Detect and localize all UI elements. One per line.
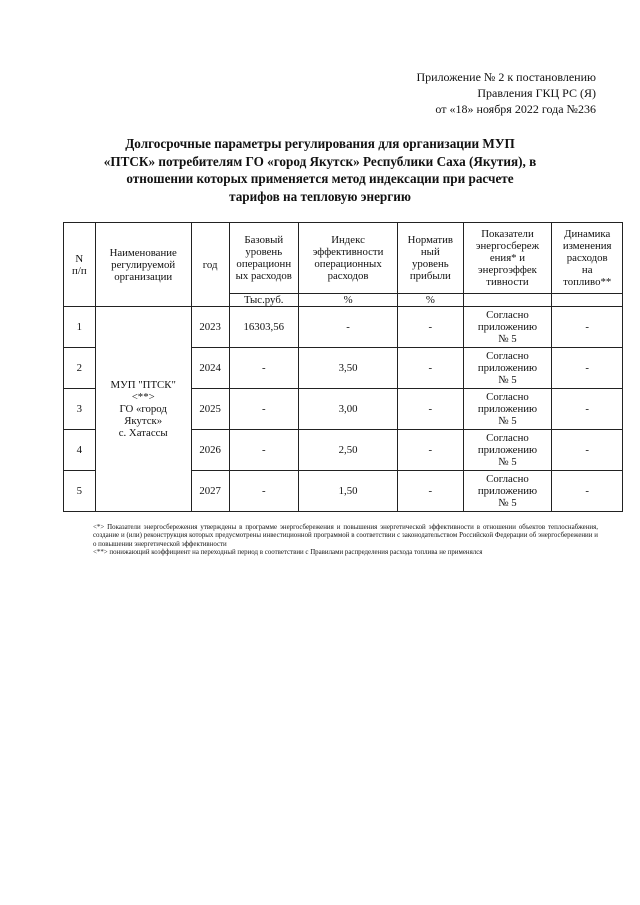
row-profit-level: - (398, 471, 463, 512)
row-base-level: - (229, 430, 298, 471)
row-number: 2 (64, 348, 96, 389)
title-line-3: отношении которых применяется метод индексации при расчете (126, 171, 514, 186)
footnotes (93, 524, 598, 557)
row-efficiency-index: 1,50 (299, 471, 398, 512)
row-number: 5 (64, 471, 96, 512)
header-profit-level: Норматив ный уровень прибыли (398, 223, 463, 294)
header-year: год (191, 223, 229, 307)
row-efficiency-index: 2,50 (299, 430, 398, 471)
row-base-level: - (229, 348, 298, 389)
row-base-level: - (229, 389, 298, 430)
header-organization: Наименование регулируемой организации (95, 223, 191, 307)
unit-fuel-dynamics (552, 294, 623, 307)
row-fuel-dynamics: - (552, 430, 623, 471)
row-year: 2024 (191, 348, 229, 389)
row-year: 2027 (191, 471, 229, 512)
appendix-line-2: Правления ГКЦ РС (Я) (477, 86, 596, 100)
row-energy-saving: Согласно приложению № 5 (463, 389, 552, 430)
row-fuel-dynamics: - (552, 348, 623, 389)
row-energy-saving: Согласно приложению № 5 (463, 348, 552, 389)
row-base-level: 16303,56 (229, 307, 298, 348)
appendix-line-1: Приложение № 2 к постановлению (416, 70, 596, 84)
footnote-1: <*> Показатели энергосбережения утверждены в программе энергосбережения и повышения энергетической эффективности в отношении объектов теплоснабжения, создание и (или) реконструкция которых предусмотрены инвестиционной программой в соответствии с законодательством Российской Федерации об энергосбережении и о повышении энергетической эффективности (93, 524, 598, 548)
table-header-row (64, 223, 623, 294)
parameters-table (63, 222, 623, 512)
unit-energy-saving (463, 294, 552, 307)
row-profit-level: - (398, 348, 463, 389)
unit-efficiency-index: % (299, 294, 398, 307)
appendix-line-3: от «18» ноября 2022 года №236 (435, 102, 596, 116)
row-energy-saving: Согласно приложению № 5 (463, 471, 552, 512)
row-profit-level: - (398, 307, 463, 348)
header-base-level: Базовый уровень операционн ых расходов (229, 223, 298, 294)
row-fuel-dynamics: - (552, 307, 623, 348)
row-energy-saving: Согласно приложению № 5 (463, 430, 552, 471)
title-line-2: «ПТСК» потребителям ГО «город Якутск» Республики Саха (Якутия), в (103, 153, 537, 169)
row-fuel-dynamics: - (552, 471, 623, 512)
row-year: 2023 (191, 307, 229, 348)
footnote-2: <**> понижающий коэффициент на переходный период в соответствии с Правилами распределения расхода топлива не применялся (93, 548, 483, 556)
organization-name: МУП "ПТСК" <**> ГО «город Якутск» с. Хатассы (95, 307, 191, 512)
row-number: 1 (64, 307, 96, 348)
title-line-4: тарифов на тепловую энергию (229, 188, 411, 204)
header-efficiency-index: Индекс эффективности операционных расходов (299, 223, 398, 294)
row-number: 3 (64, 389, 96, 430)
header-num: N п/п (64, 223, 96, 307)
row-profit-level: - (398, 389, 463, 430)
title-line-1: Долгосрочные параметры регулирования для организации МУП (125, 136, 515, 151)
row-year: 2025 (191, 389, 229, 430)
row-profit-level: - (398, 430, 463, 471)
row-efficiency-index: 3,50 (299, 348, 398, 389)
row-year: 2026 (191, 430, 229, 471)
unit-base-level: Тыс.руб. (229, 294, 298, 307)
table-row (64, 307, 623, 348)
unit-profit-level: % (398, 294, 463, 307)
header-energy-saving: Показатели энергосбереж ения* и энергоэффек тивности (463, 223, 552, 294)
document-title (60, 135, 580, 205)
header-fuel-dynamics: Динамика изменения расходов на топливо** (552, 223, 623, 294)
row-base-level: - (229, 471, 298, 512)
appendix-reference (416, 69, 596, 117)
row-fuel-dynamics: - (552, 389, 623, 430)
row-energy-saving: Согласно приложению № 5 (463, 307, 552, 348)
row-efficiency-index: 3,00 (299, 389, 398, 430)
row-efficiency-index: - (299, 307, 398, 348)
row-number: 4 (64, 430, 96, 471)
